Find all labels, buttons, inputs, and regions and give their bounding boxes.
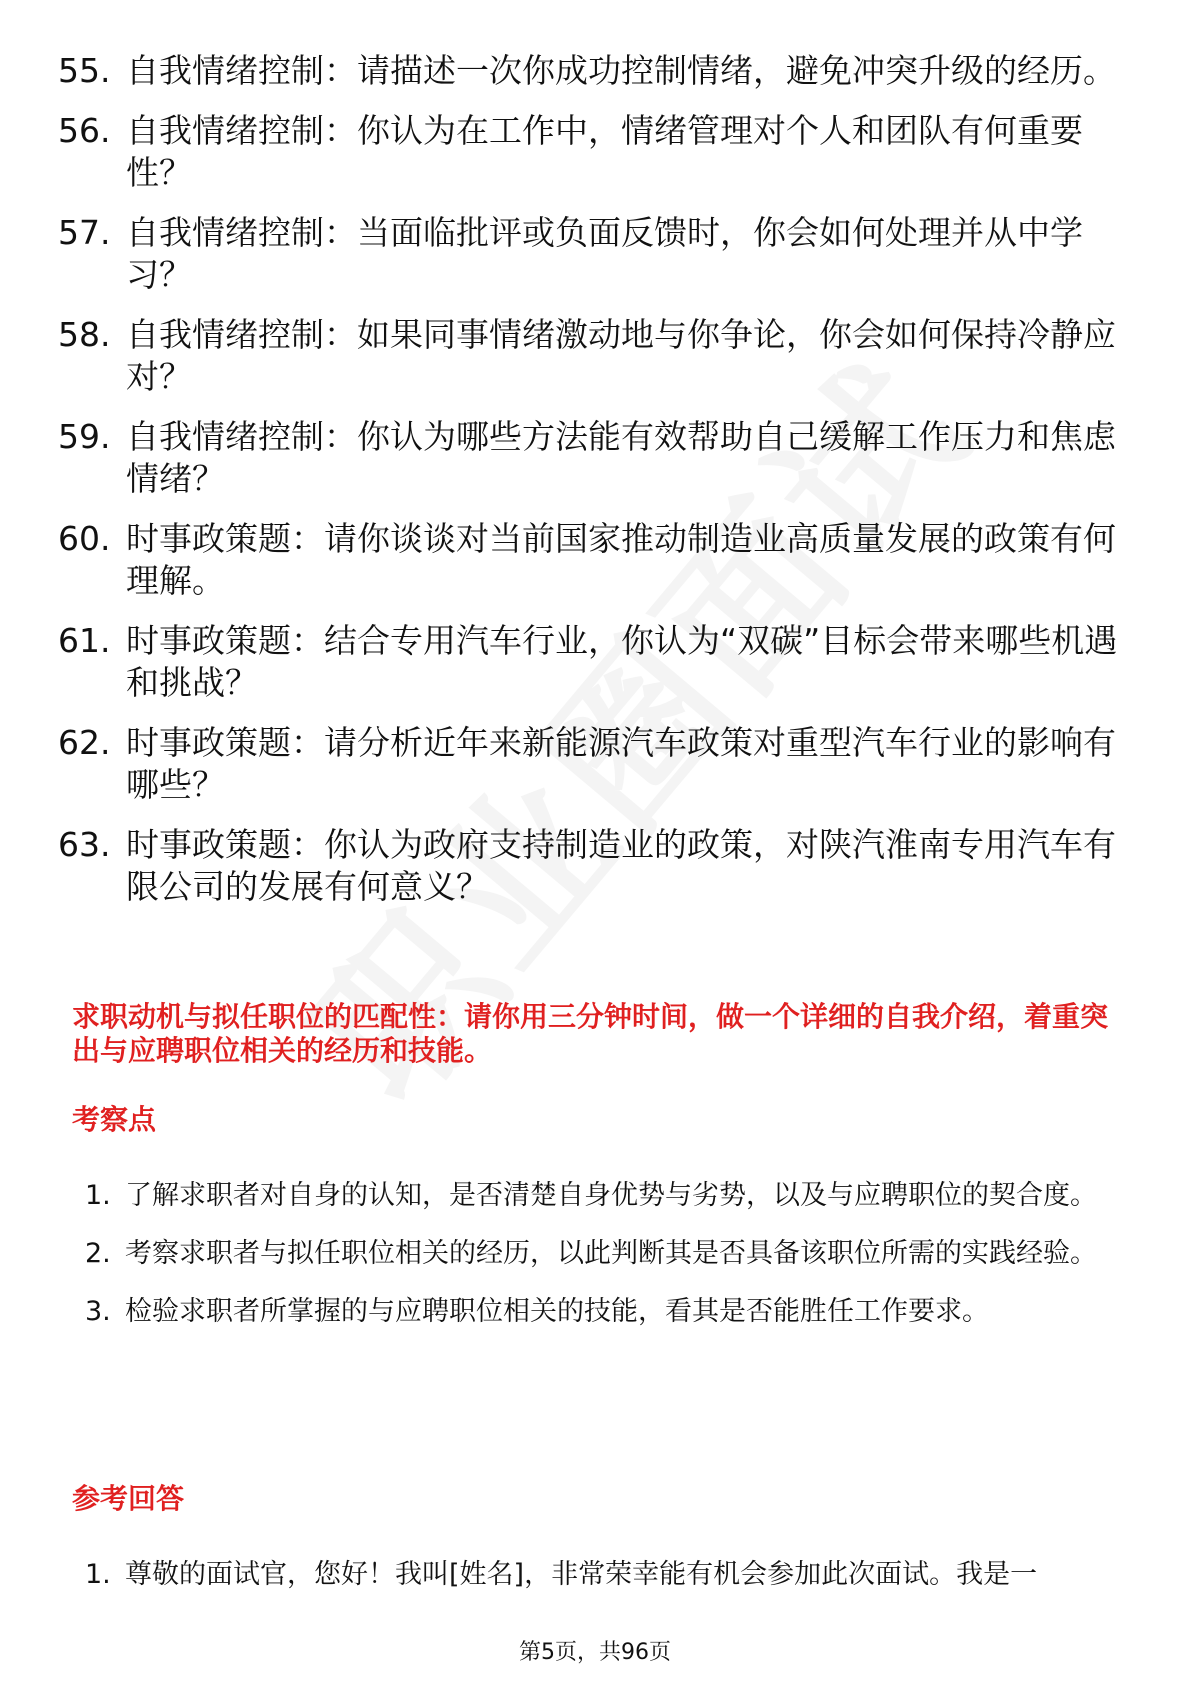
reference-answer-label: 参考回答 [72,1482,185,1515]
question-text: 时事政策题：请你谈谈对当前国家推动制造业高质量发展的政策有何理解。 [126,519,1116,600]
question-item [58,518,1138,602]
question-text: 自我情绪控制：如果同事情绪激动地与你争论，你会如何保持冷静应对？ [126,315,1116,396]
focus-points-list [85,1167,1130,1341]
question-text: 自我情绪控制：你认为哪些方法能有效帮助自己缓解工作压力和焦虑情绪？ [126,417,1116,498]
question-number: 59. [58,417,111,456]
question-number: 60. [58,519,111,558]
question-item [58,620,1138,704]
focus-point-text: 检验求职者所掌握的与应聘职位相关的技能，看其是否能胜任工作要求。 [125,1296,989,1327]
question-text: 时事政策题：结合专用汽车行业，你认为“双碳”目标会带来哪些机遇和挑战？ [126,621,1118,702]
focus-point-text: 了解求职者对自身的认知，是否清楚自身优势与劣势，以及与应聘职位的契合度。 [125,1180,1097,1211]
question-item [58,416,1138,500]
question-text: 时事政策题：请分析近年来新能源汽车政策对重型汽车行业的影响有哪些？ [126,723,1116,804]
focus-points-label: 考察点 [72,1103,157,1136]
question-item [58,212,1138,296]
focus-point-text: 考察求职者与拟任职位相关的经历，以此判断其是否具备该职位所需的实践经验。 [125,1238,1097,1269]
question-text: 自我情绪控制：请描述一次你成功控制情绪，避免冲突升级的经历。 [126,51,1116,90]
reference-answer-list [85,1546,1130,1604]
reference-answer-number: 1. [85,1559,111,1590]
question-item [58,824,1138,908]
question-item [58,110,1138,194]
question-number: 57. [58,213,111,252]
question-text: 自我情绪控制：你认为在工作中，情绪管理对个人和团队有何重要性？ [126,111,1083,192]
focus-point-item [85,1225,1130,1283]
question-number: 63. [58,825,111,864]
section-heading: 求职动机与拟任职位的匹配性：请你用三分钟时间，做一个详细的自我介绍，着重突出与应聘职位相关的经历和技能。 [72,1000,1109,1067]
page-footer: 第5页，共96页 [519,1640,671,1665]
question-number: 62. [58,723,111,762]
focus-point-item [85,1283,1130,1341]
question-text: 自我情绪控制：当面临批评或负面反馈时，你会如何处理并从中学习？ [126,213,1083,294]
focus-point-item [85,1167,1130,1225]
reference-answer-item [85,1546,1130,1604]
reference-answer-text: 尊敬的面试官，您好！我叫[姓名]，非常荣幸能有机会参加此次面试。我是一 [125,1559,1038,1590]
question-list [58,50,1138,926]
question-number: 55. [58,51,111,90]
question-number: 56. [58,111,111,150]
question-number: 61. [58,621,111,660]
focus-point-number: 2. [85,1238,111,1269]
question-item [58,50,1138,92]
focus-point-number: 1. [85,1180,111,1211]
question-number: 58. [58,315,111,354]
question-item [58,722,1138,806]
question-item [58,314,1138,398]
focus-point-number: 3. [85,1296,111,1327]
question-text: 时事政策题：你认为政府支持制造业的政策，对陕汽淮南专用汽车有限公司的发展有何意义？ [126,825,1116,906]
